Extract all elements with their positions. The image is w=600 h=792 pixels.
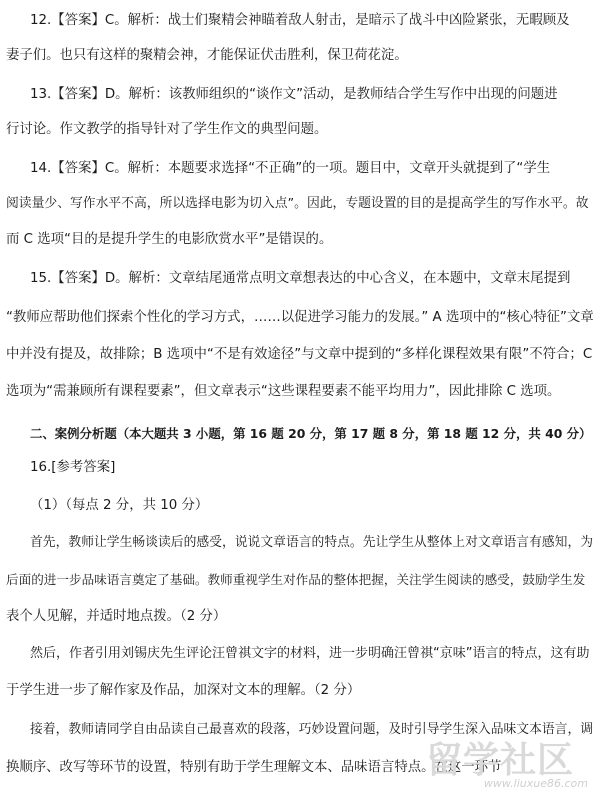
text-line-1: 12.【答案】C。解析：战士们聚精会神瞄着敌人射击，是暗示了战斗中凶险紧张，无暇顾及 — [30, 13, 570, 28]
text-line-9: “教师应帮助他们探索个性化的学习方式，……以促进学习能力的发展。” A 选项中的“核心特征”文章 — [6, 310, 594, 325]
section-heading: 二、案例分析题（本大题共 3 小题，第 16 题 20 分，第 17 题 8 分，第 18 题 12 分，共 40 分） — [30, 426, 592, 441]
text-line-19: 于学生进一步了解作家及作品，加深对文本的理解。（2 分） — [6, 683, 361, 698]
text-line-21: 换顺序、改写等环节的设置，特别有助于学生理解文本、品味语言特点。在这一环节 — [6, 760, 502, 775]
text-line-2: 妻子们。也只有这样的聚精会神，才能保证伏击胜利，保卫荷花淀。 — [6, 48, 408, 63]
text-line-20: 接着，教师请同学自由品读自己最喜欢的段落，巧妙设置问题，及时引导学生深入品味文本语言，调 — [30, 722, 594, 737]
text-line-10: 中并没有提及，故排除；B 选项中“不是有效途径”与文章中提到的“多样化课程效果有限”不符合；C — [6, 347, 593, 362]
watermark-logo-text: 留学社区 — [426, 740, 575, 781]
text-line-5: 14.【答案】C。解析：本题要求选择“不正确”的一项。题目中，文章开头就提到了“学生 — [30, 161, 551, 176]
text-line-17: 表个人见解，并适时地点拨。（2 分） — [6, 609, 227, 624]
text-line-18: 然后，作者引用刘锡庆先生评论汪曾祺文字的材料，进一步明确汪曾祺“京味”语言的特点，这有助 — [30, 646, 590, 661]
text-line-15: 首先，教师让学生畅谈读后的感受，说说文章语言的特点。先让学生从整体上对文章语言有感知，为 — [30, 535, 594, 550]
text-line-14: （1）（每点 2 分，共 10 分） — [30, 498, 209, 513]
text-line-7: 而 C 选项“目的是提升学生的电影欣赏水平”是错误的。 — [6, 232, 333, 247]
text-line-4: 行讨论。作文教学的指导针对了学生作文的典型问题。 — [6, 122, 328, 137]
watermark-url: www.liuxue86.com — [483, 777, 588, 790]
text-line-11: 选项为“需兼顾所有课程要素”，但文章表示“这些课程要素不能平均用力”，因此排除 C 选项。 — [6, 384, 561, 399]
text-line-8: 15.【答案】D。解析：文章结尾通常点明文章想表达的中心含义，在本题中，文章末尾提到 — [30, 271, 571, 286]
text-line-13: 16.[参考答案] — [30, 460, 116, 475]
text-line-3: 13.【答案】D。解析：该教师组织的“谈作文”活动，是教师结合学生写作中出现的问题进 — [30, 87, 558, 102]
text-line-16: 后面的进一步品味语言奠定了基础。教师重视学生对作品的整体把握，关注学生阅读的感受，鼓励学生发 — [6, 572, 586, 587]
text-line-6: 阅读量少、写作水平不高，所以选择电影为切入点”。因此，专题设置的目的是提高学生的写作水平。故 — [6, 196, 589, 211]
site-watermark — [426, 732, 596, 790]
